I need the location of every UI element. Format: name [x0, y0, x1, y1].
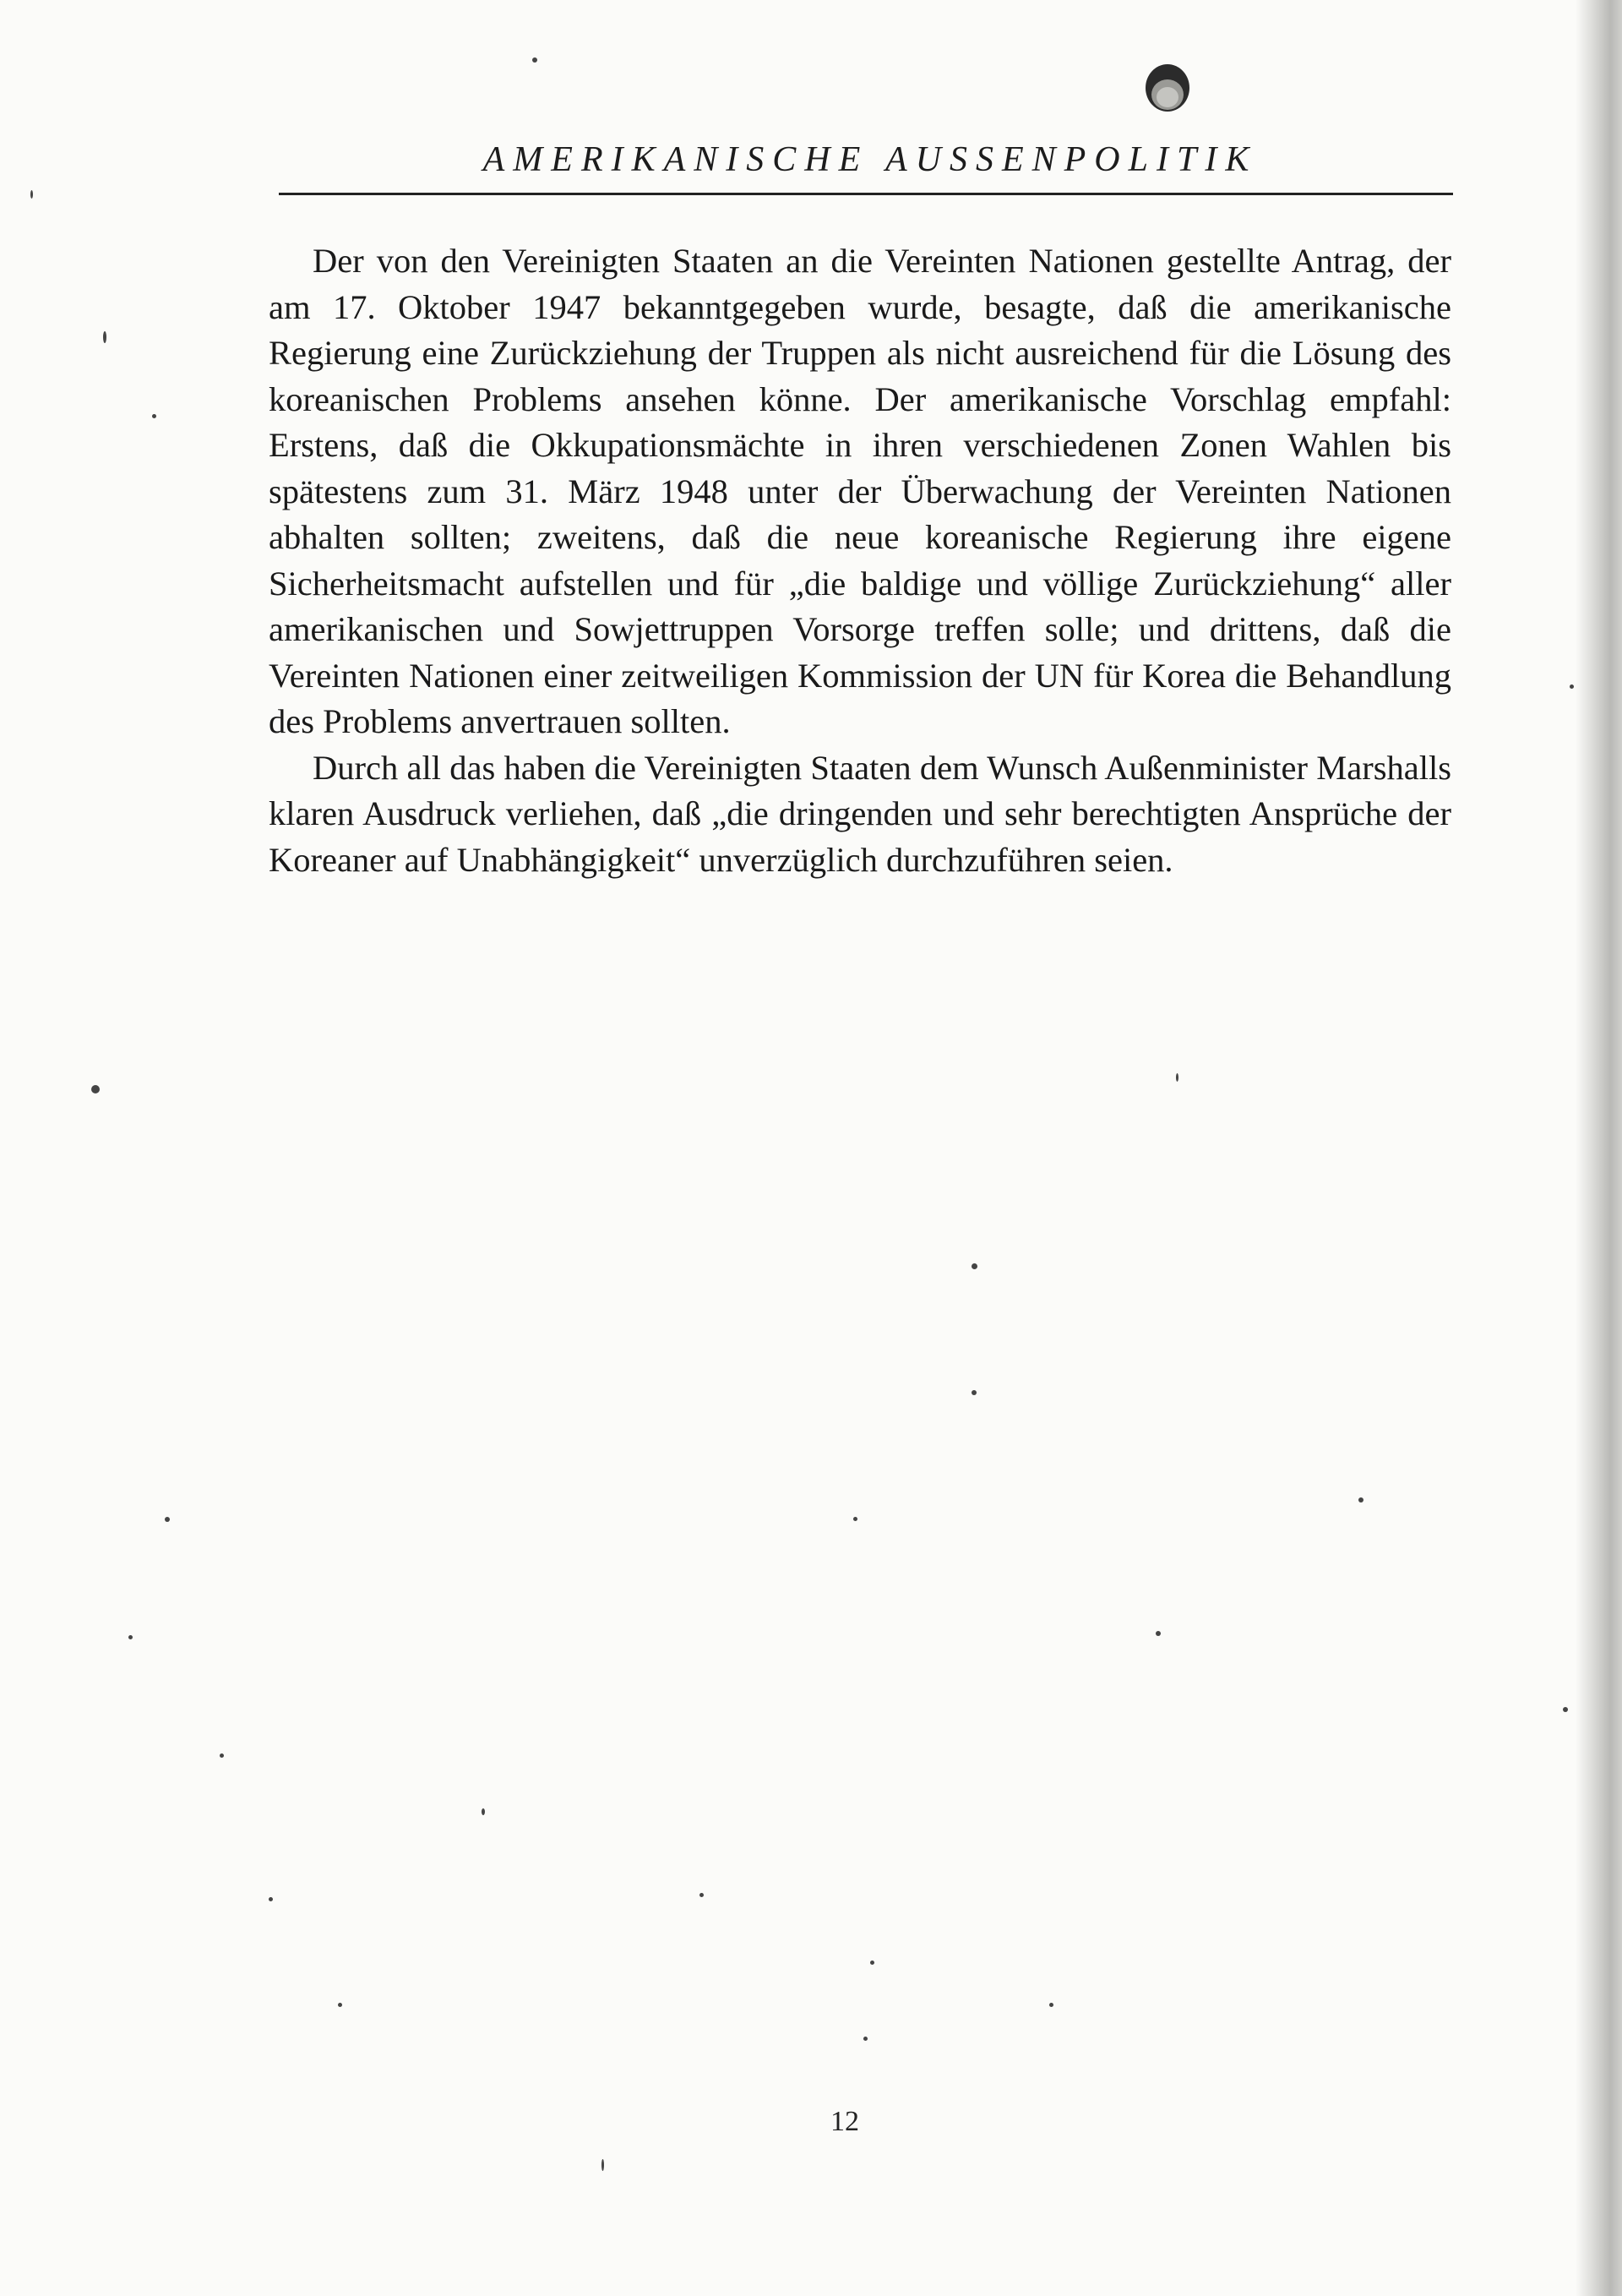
scan-speck	[870, 1961, 874, 1965]
scan-speck	[863, 2037, 868, 2041]
scan-speck	[1156, 1631, 1161, 1636]
scan-speck	[128, 1635, 133, 1639]
punch-hole-mark	[1142, 57, 1193, 117]
scan-speck	[165, 1517, 170, 1522]
header-rule	[279, 193, 1453, 195]
scan-speck	[532, 57, 537, 63]
scan-speck	[269, 1897, 273, 1901]
scan-edge-shadow	[1576, 0, 1622, 2296]
scan-speck	[482, 1808, 485, 1815]
scan-speck	[1563, 1707, 1568, 1712]
body-text	[269, 238, 1451, 883]
page-number: 12	[830, 2106, 859, 2137]
scan-speck	[1358, 1497, 1363, 1502]
scan-speck	[1049, 2003, 1053, 2007]
scan-speck	[972, 1263, 977, 1269]
scan-speck	[699, 1893, 704, 1897]
scan-speck	[91, 1085, 100, 1093]
scan-speck	[601, 2159, 604, 2171]
scan-speck	[1176, 1073, 1178, 1082]
scan-speck	[220, 1753, 224, 1758]
running-head: AMERIKANISCHE AUSSENPOLITIK	[482, 140, 1258, 179]
scan-speck	[853, 1517, 857, 1521]
scan-speck	[30, 190, 33, 199]
scan-speck	[338, 2003, 342, 2007]
scan-speck	[1570, 684, 1574, 689]
paragraph-2: Durch all das haben die Vereinigten Staaten dem Wunsch Außenminister Marshalls klaren Ausdruck verliehen, daß „die dringenden und sehr berechtigten Ansprüche der Koreaner auf Unabhängigkeit“ unverzüglich durchzuführen seien.	[269, 748, 1451, 879]
scan-speck	[103, 331, 106, 343]
paragraph-1: Der von den Vereinigten Staaten an die Vereinten Nationen gestellte Antrag, der am 17. Oktober 1947 bekanntgegeben wurde, besagte, daß die amerikanische Regierung eine Zurückziehung der Truppen als nicht ausreichend für die Lösung des koreanischen Problems ansehen könne. Der amerikanische Vorschlag empfahl: Erstens, daß die Okkupationsmächte in ihren verschiedenen Zonen Wahlen bis spätestens zum 31. März 1948 unter der Überwachung der Vereinten Nationen abhalten sollten; zweitens, daß die neue koreanische Regierung ihre eigene Sicherheitsmacht aufstellen und für „die baldige und völlige Zurückziehung“ aller amerikanischen und Sowjettruppen Vorsorge treffen solle; und drittens, daß die Vereinten Nationen einer zeitweiligen Kommission der UN für Korea die Behandlung des Problems anvertrauen sollten.	[269, 242, 1451, 740]
scan-speck	[152, 414, 156, 418]
scan-speck	[972, 1390, 977, 1395]
